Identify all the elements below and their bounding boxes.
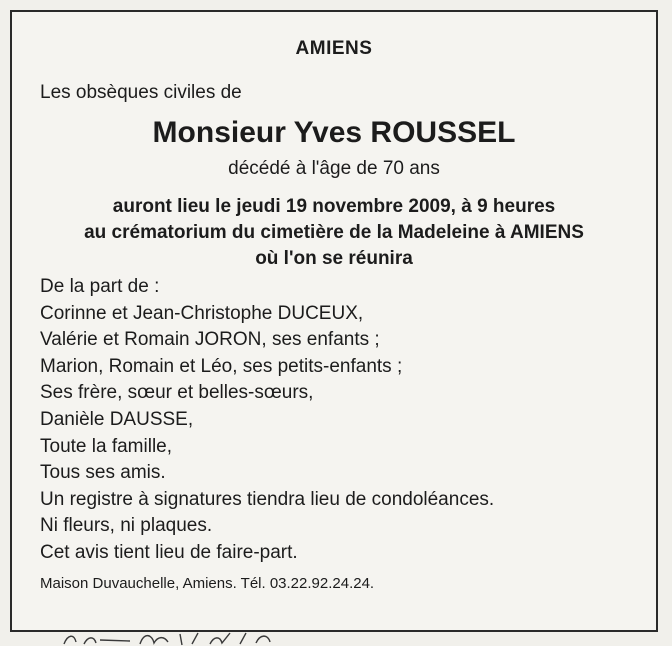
ceremony-line: où l'on se réunira	[255, 248, 413, 269]
ceremony-details	[12, 194, 656, 272]
ceremony-line: auront lieu le jeudi 19 novembre 2009, à 9 heures	[112, 196, 556, 217]
obituary-notice-frame	[10, 10, 658, 632]
city-header: AMIENS	[295, 38, 373, 59]
notice-line: Marion, Romain et Léo, ses petits-enfants ;	[40, 355, 403, 377]
notice-line: Corinne et Jean-Christophe DUCEUX,	[40, 302, 364, 324]
handwritten-annotation	[60, 630, 380, 646]
notice-line: Ses frère, sœur et belles-sœurs,	[40, 382, 314, 404]
age-line: décédé à l'âge de 70 ans	[228, 158, 440, 179]
notice-line: Tous ses amis.	[40, 462, 166, 484]
notice-line: De la part de :	[40, 276, 160, 297]
notice-line: Danièle DAUSSE,	[40, 408, 194, 430]
deceased-name: Monsieur Yves ROUSSEL	[152, 116, 516, 149]
ceremony-line: au crématorium du cimetière de la Madeleine à AMIENS	[84, 222, 584, 243]
notice-line: Toute la famille,	[40, 435, 173, 457]
family-list	[40, 274, 494, 567]
notice-line: Cet avis tient lieu de faire-part.	[40, 541, 298, 563]
notice-line: Valérie et Romain JORON, ses enfants ;	[40, 329, 380, 351]
intro-text: Les obsèques civiles de	[40, 82, 242, 103]
notice-line: Un registre à signatures tiendra lieu de condoléances.	[40, 488, 495, 510]
notice-line: Ni fleurs, ni plaques.	[40, 515, 213, 537]
funeral-home-footer: Maison Duvauchelle, Amiens. Tél. 03.22.92.24.24.	[40, 575, 375, 592]
